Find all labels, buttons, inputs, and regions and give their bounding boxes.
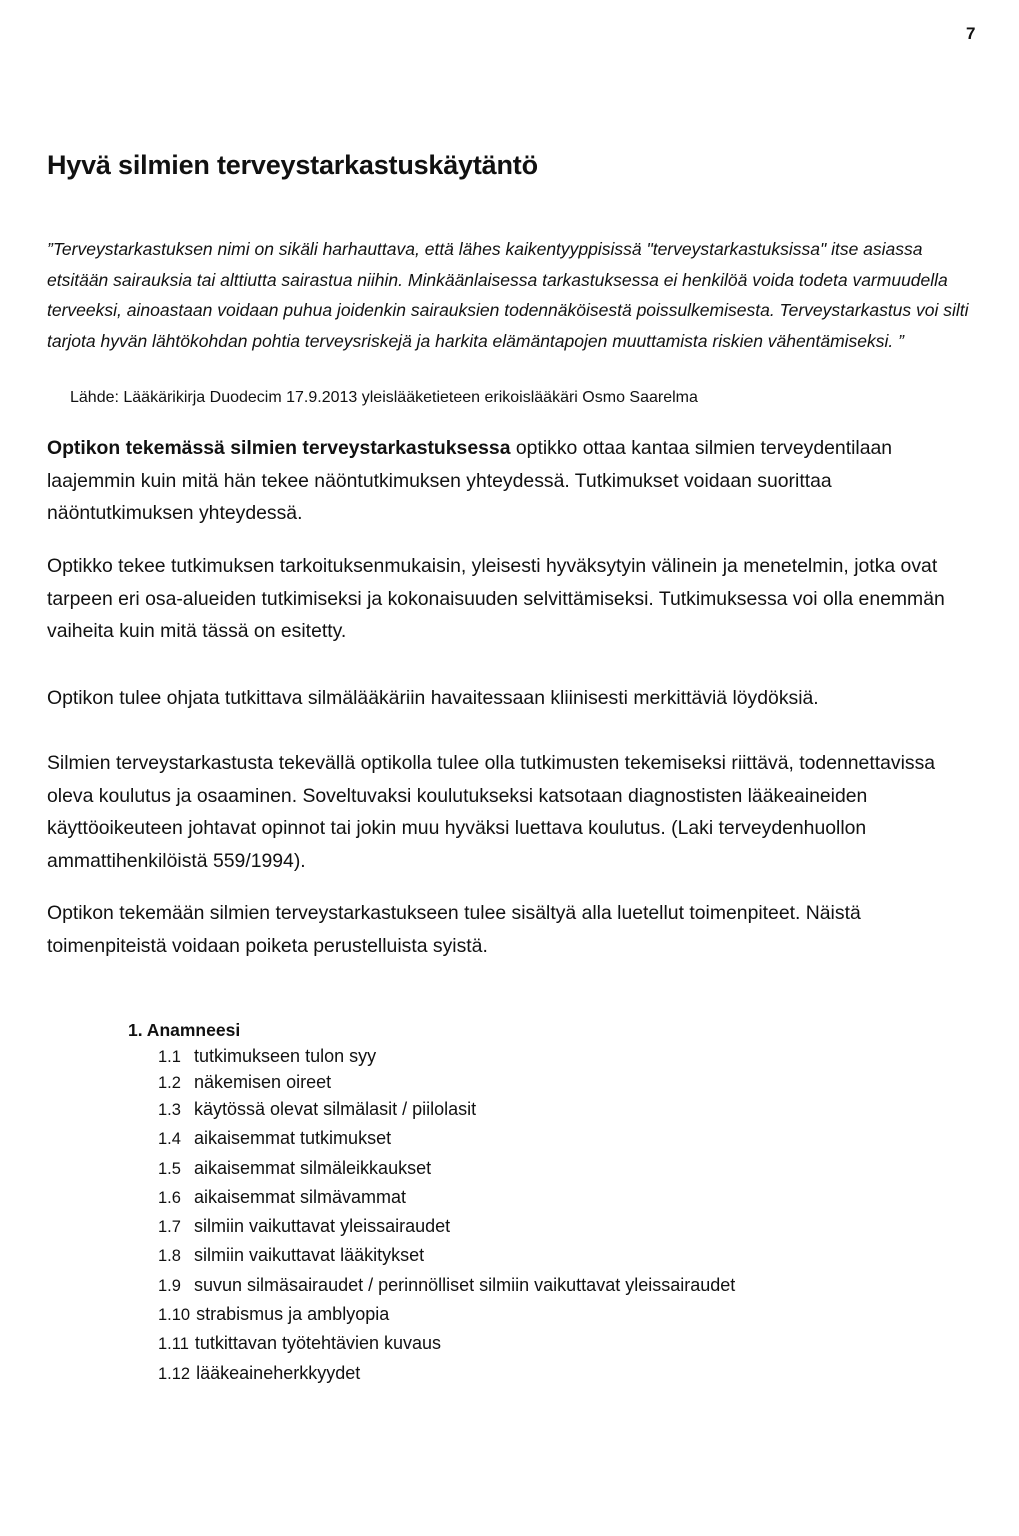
item-label: aikaisemmat silmäleikkaukset [194,1157,432,1178]
quote-source: Lähde: Lääkärikirja Duodecim 17.9.2013 yleislääketieteen erikoislääkäri Osmo Saarelma [70,389,698,406]
item-label: tutkimukseen tulon syy [194,1046,377,1066]
item-number: 1.2 [158,1074,181,1092]
item-number: 1.11 [158,1335,189,1354]
paragraph-referral: Optikon tulee ohjata tutkittava silmälääkäriin havaitessaan kliinisesti merkittäviä löydöksiä. [47,687,819,709]
item-label: suvun silmäsairaudet / perinnölliset silmiin vaikuttavat yleissairaudet [194,1274,736,1295]
item-label: tutkittavan työtehtävien kuvaus [194,1333,442,1354]
paragraph-procedures: Optikon tekemään silmien terveystarkastukseen tulee sisältyä alla luetellut toimenpiteet. Näistä toimenpiteistä voidaan poiketa perustelluista syistä. [47,902,861,957]
item-number: 1.1 [158,1048,181,1066]
section-title: 1. Anamneesi [128,1020,241,1040]
item-label: aikaisemmat tutkimukset [194,1128,392,1149]
paragraph-lead-rest: optikko ottaa kantaa silmien terveydentilaan laajemmin kuin mitä hän tekee näöntutkimuksen yhteydessä. Tutkimukset voidaan suorittaa näöntutkimuksen yhteydessä. [47,437,893,525]
list-item [158,1043,735,1069]
item-number: 1.4 [158,1130,181,1149]
page-number: 7 [966,24,976,43]
item-label: lääkeaineherkkyydet [196,1362,361,1383]
item-number: 1.9 [158,1276,181,1295]
item-number: 1.5 [158,1159,181,1178]
anamnesis-list [128,1043,735,1388]
list-item [158,1154,735,1183]
item-number: 1.6 [158,1188,181,1207]
quote-text: ”Terveystarkastuksen nimi on sikäli harhauttava, että lähes kaikentyyppisissä "terveystarkastuksissa" itse asiassa etsitään sairauksia tai alttiutta sairastua niihin. Minkäänlaisessa tarkastuksessa ei henkilöä voida todeta varmuudella terveeksi, ainoastaan voidaan puhua joidenkin sairauksien todennäköisestä poissulkemisesta. Terveystarkastus voi silti tarjota hyvän lähtökohdan pohtia terveysriskejä ja harkita elämäntapojen muuttamista riskien vähentämiseksi. ” [47,239,969,351]
item-label: strabismus ja amblyopia [196,1304,390,1325]
page-title: Hyvä silmien terveystarkastuskäytäntö [47,150,538,180]
list-item [158,1183,735,1212]
list-item [158,1212,735,1241]
item-number: 1.10 [158,1306,191,1325]
list-item [158,1300,735,1329]
list-item [158,1359,735,1388]
list-item [158,1329,735,1358]
paragraph-methods: Optikko tekee tutkimuksen tarkoituksenmukaisin, yleisesti hyväksytyin välinein ja menetelmin, jotka ovat tarpeen eri osa-alueiden tutkimiseksi ja kokonaisuuden selvittämiseksi. Tutkimuksessa voi olla enemmän vaiheita kuin mitä tässä on esitetty. [47,555,945,643]
item-label: käytössä olevat silmälasit / piilolasit [194,1099,477,1119]
anamnesis-section [128,1017,735,1388]
paragraph-lead-bold: Optikon tekemässä silmien terveystarkastuksessa [47,437,511,459]
item-label: silmiin vaikuttavat lääkitykset [194,1245,425,1266]
list-item [158,1241,735,1270]
item-number: 1.3 [158,1101,181,1119]
paragraph-optician-examination [47,432,982,530]
paragraph-education: Silmien terveystarkastusta tekevällä optikolla tulee olla tutkimusten tekemiseksi riittävä, todennettavissa oleva koulutus ja osaaminen. Soveltuvaksi koulutukseksi katsotaan diagnostisten lääkeaineiden käyttöoikeuteen johtavat opinnot tai jokin muu hyväksi luettava koulutus. (Laki terveydenhuollon ammattihenkilöistä 559/1994). [47,752,936,872]
list-item [158,1069,735,1095]
list-item [158,1271,735,1300]
list-item [158,1124,735,1153]
item-label: aikaisemmat silmävammat [194,1186,407,1207]
list-item [158,1095,735,1124]
item-number: 1.8 [158,1247,181,1266]
item-number: 1.12 [158,1364,191,1383]
item-number: 1.7 [158,1218,181,1237]
item-label: näkemisen oireet [194,1072,332,1092]
item-label: silmiin vaikuttavat yleissairaudet [194,1216,451,1237]
